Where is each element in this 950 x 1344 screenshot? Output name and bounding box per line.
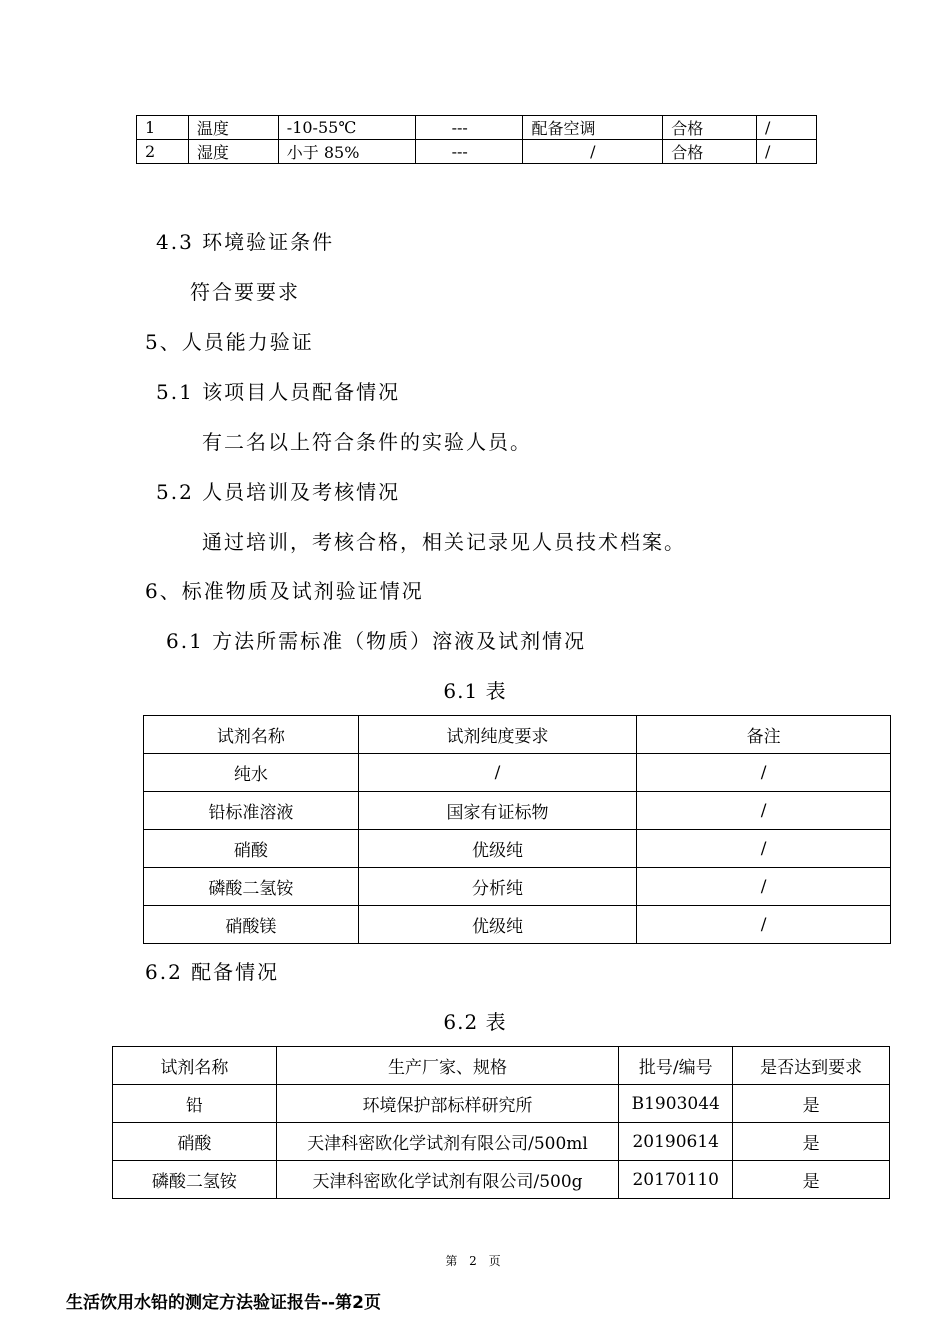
cell: / bbox=[637, 868, 891, 906]
paragraph-4-3: 符合要要求 bbox=[190, 280, 300, 304]
heading-5: 5、人员能力验证 bbox=[145, 330, 314, 354]
cell: 配备空调 bbox=[523, 116, 663, 140]
page-number: 第 2 页 bbox=[445, 1254, 505, 1268]
table-row bbox=[113, 1123, 890, 1161]
cell: 小于 85% bbox=[278, 140, 415, 164]
cell: 20170110 bbox=[619, 1161, 733, 1199]
cell: / bbox=[757, 116, 817, 140]
table-row bbox=[144, 830, 891, 868]
paragraph-5-1: 有二名以上符合条件的实验人员。 bbox=[202, 430, 532, 454]
column-header: 备注 bbox=[637, 716, 891, 754]
cell: 2 bbox=[137, 140, 189, 164]
cell: 国家有证标物 bbox=[358, 792, 637, 830]
table-row bbox=[144, 792, 891, 830]
table-row bbox=[144, 868, 891, 906]
cell: 环境保护部标样研究所 bbox=[276, 1085, 619, 1123]
cell: / bbox=[637, 830, 891, 868]
cell: 铅 bbox=[113, 1085, 277, 1123]
cell: -10-55℃ bbox=[278, 116, 415, 140]
table-row bbox=[113, 1161, 890, 1199]
column-header: 是否达到要求 bbox=[733, 1047, 890, 1085]
cell: 湿度 bbox=[188, 140, 278, 164]
cell: 温度 bbox=[188, 116, 278, 140]
cell: 是 bbox=[733, 1085, 890, 1123]
footer-title: 生活饮用水铅的测定方法验证报告--第2页 bbox=[66, 1293, 381, 1313]
cell: 硝酸 bbox=[113, 1123, 277, 1161]
heading-6: 6、标准物质及试剂验证情况 bbox=[145, 579, 424, 603]
cell: 硝酸镁 bbox=[144, 906, 359, 944]
heading-6-1: 6.1 方法所需标准（物质）溶液及试剂情况 bbox=[166, 629, 587, 653]
cell: 分析纯 bbox=[358, 868, 637, 906]
cell: 是 bbox=[733, 1123, 890, 1161]
table-header-row bbox=[144, 716, 891, 754]
cell: 优级纯 bbox=[358, 906, 637, 944]
cell: 20190614 bbox=[619, 1123, 733, 1161]
reagent-supply-table bbox=[112, 1046, 890, 1199]
table-6-1-caption: 6.1 表 bbox=[443, 679, 507, 703]
cell: / bbox=[358, 754, 637, 792]
cell: 硝酸 bbox=[144, 830, 359, 868]
cell: 磷酸二氢铵 bbox=[144, 868, 359, 906]
cell: 纯水 bbox=[144, 754, 359, 792]
cell: 铅标准溶液 bbox=[144, 792, 359, 830]
cell: 天津科密欧化学试剂有限公司/500ml bbox=[276, 1123, 619, 1161]
table-header-row bbox=[113, 1047, 890, 1085]
cell: 合格 bbox=[663, 116, 757, 140]
heading-6-2: 6.2 配备情况 bbox=[145, 960, 280, 984]
column-header: 试剂名称 bbox=[144, 716, 359, 754]
cell: 合格 bbox=[663, 140, 757, 164]
cell: --- bbox=[415, 140, 523, 164]
cell: --- bbox=[415, 116, 523, 140]
paragraph-5-2: 通过培训，考核合格，相关记录见人员技术档案。 bbox=[202, 530, 686, 554]
heading-5-2: 5.2 人员培训及考核情况 bbox=[156, 480, 401, 504]
heading-5-1: 5.1 该项目人员配备情况 bbox=[156, 380, 401, 404]
table-row bbox=[113, 1085, 890, 1123]
column-header: 批号/编号 bbox=[619, 1047, 733, 1085]
cell: 磷酸二氢铵 bbox=[113, 1161, 277, 1199]
cell: / bbox=[523, 140, 663, 164]
column-header: 试剂纯度要求 bbox=[358, 716, 637, 754]
table-row bbox=[137, 140, 817, 164]
column-header: 试剂名称 bbox=[113, 1047, 277, 1085]
table-row bbox=[144, 754, 891, 792]
cell: / bbox=[637, 754, 891, 792]
cell: 优级纯 bbox=[358, 830, 637, 868]
heading-4-3: 4.3 环境验证条件 bbox=[156, 230, 335, 254]
cell: 天津科密欧化学试剂有限公司/500g bbox=[276, 1161, 619, 1199]
table-row bbox=[137, 116, 817, 140]
table-row bbox=[144, 906, 891, 944]
column-header: 生产厂家、规格 bbox=[276, 1047, 619, 1085]
cell: / bbox=[637, 792, 891, 830]
cell: / bbox=[757, 140, 817, 164]
cell: B1903044 bbox=[619, 1085, 733, 1123]
environment-table bbox=[136, 115, 817, 164]
table-6-2-caption: 6.2 表 bbox=[443, 1010, 507, 1034]
cell: 是 bbox=[733, 1161, 890, 1199]
reagent-purity-table bbox=[143, 715, 891, 944]
cell: 1 bbox=[137, 116, 189, 140]
cell: / bbox=[637, 906, 891, 944]
